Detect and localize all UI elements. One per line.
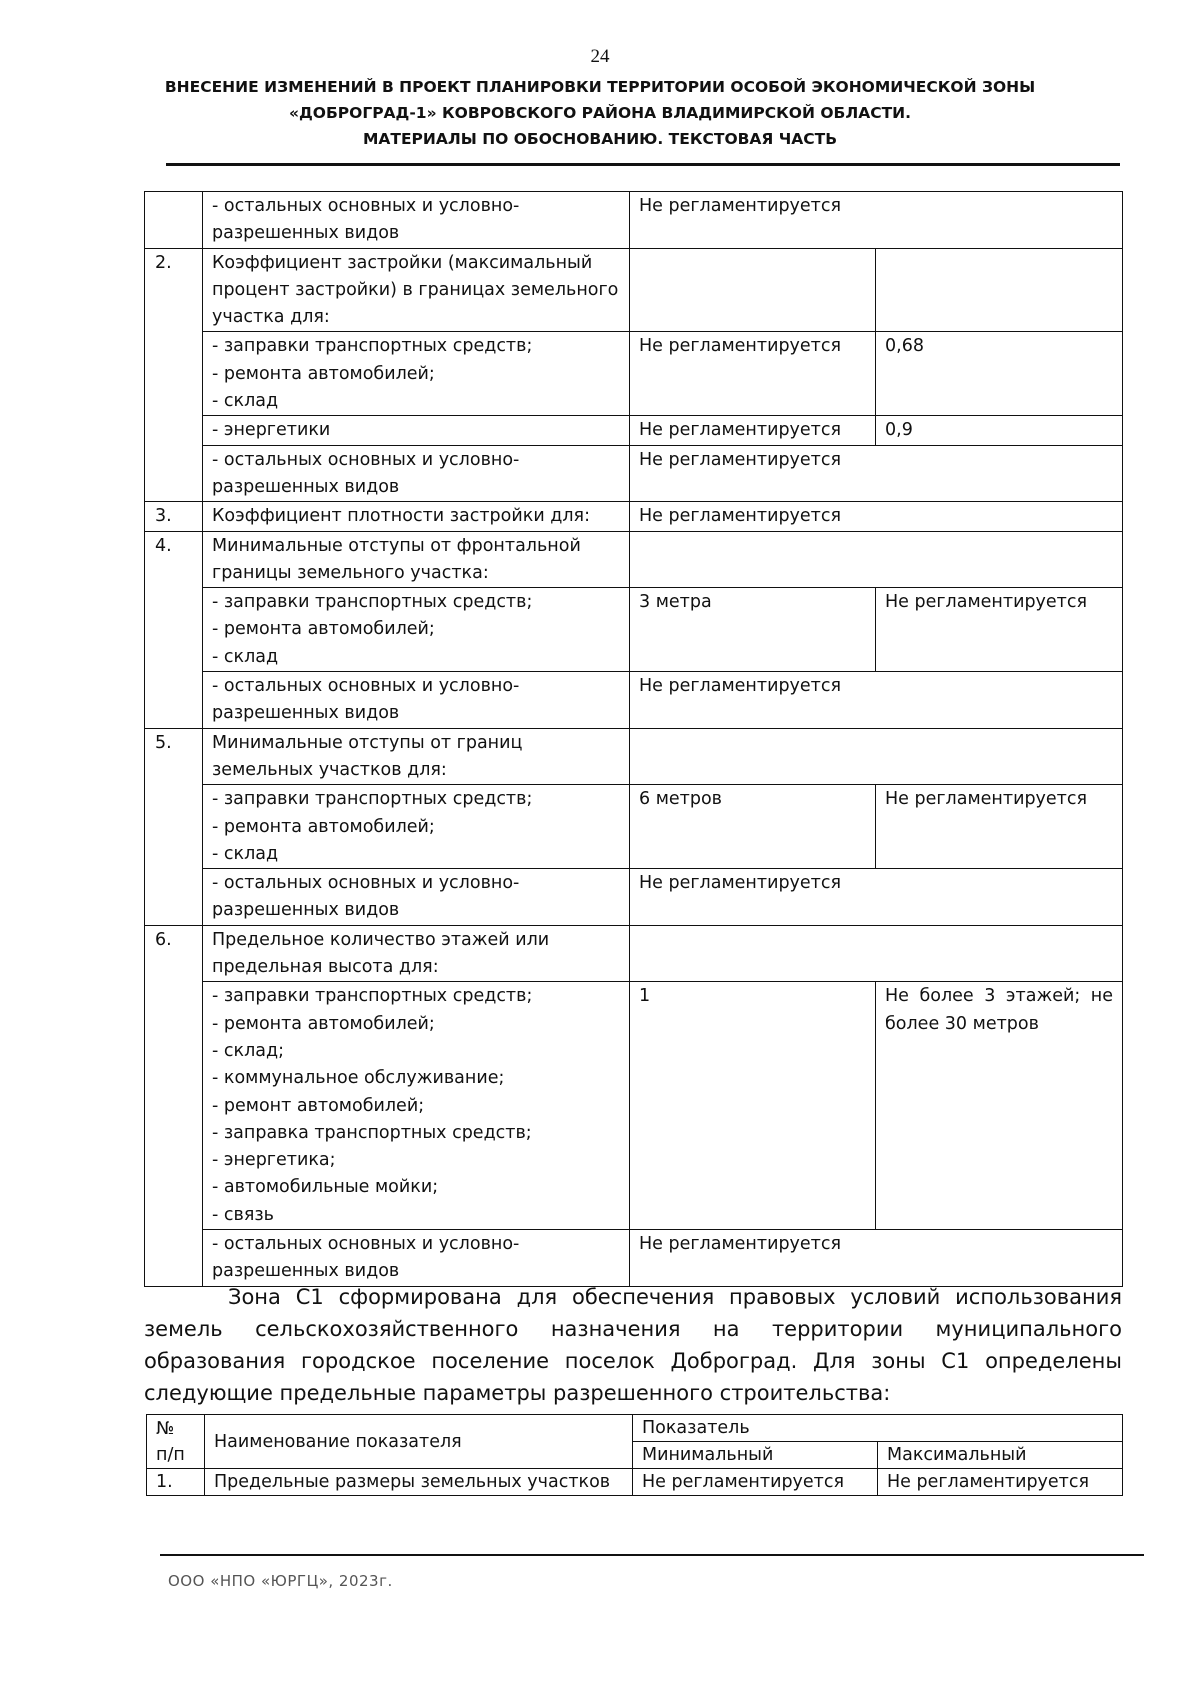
footer-text: ООО «НПО «ЮРГЦ», 2023г. (168, 1572, 393, 1590)
table-row (145, 982, 1123, 1230)
table-row (145, 445, 1123, 502)
parameter-name-line: процент застройки) в границах земельного (212, 279, 619, 300)
footer-divider (160, 1554, 1144, 1556)
value-cell: Не регламентируется (630, 502, 1123, 531)
parameters-table (144, 191, 1123, 1287)
table-row (145, 672, 1123, 729)
table-row (145, 531, 1123, 588)
parameter-name-line: - заправки транспортных средств; (212, 592, 533, 613)
parameter-name-line: - ремонта автомобилей; (212, 619, 435, 640)
header-divider (166, 163, 1120, 166)
parameter-name-line: разрешенных видов (212, 900, 400, 921)
value-cell: Не регламентируется (630, 672, 1123, 729)
min-cell: 6 метров (630, 785, 876, 869)
parameter-name-line: разрешенных видов (212, 476, 400, 497)
column-header-indicator: Показатель (633, 1415, 1123, 1442)
parameter-name-line: - энергетика; (212, 1150, 336, 1171)
value-cell: Не регламентируется (630, 869, 1123, 926)
parameter-name-line: участка для: (212, 307, 330, 328)
parameter-name-line: - ремонта автомобилей; (212, 1013, 435, 1034)
parameter-name-line: земельных участков для: (212, 759, 447, 780)
row-number-cell: 1. (147, 1469, 205, 1496)
parameter-name-cell (203, 672, 630, 729)
parameter-name-line: Коэффициент плотности застройки для: (212, 506, 590, 527)
parameter-name-cell (203, 869, 630, 926)
parameter-name-cell (203, 588, 630, 672)
header-line-2: «ДОБРОГРАД-1» КОВРОВСКОГО РАЙОНА ВЛАДИМИРСКОЙ ОБЛАСТИ. (288, 104, 912, 122)
parameter-name-cell (203, 925, 630, 982)
min-cell: Не регламентируется (630, 332, 876, 416)
parameter-name-cell (203, 332, 630, 416)
table-row (145, 416, 1123, 445)
row-number-cell: 6. (145, 925, 203, 1286)
parameter-name-line: - энергетики (212, 420, 331, 441)
parameter-name-line: - заправки транспортных средств; (212, 789, 533, 810)
parameter-name-line: разрешенных видов (212, 1261, 400, 1282)
table-row (145, 192, 1123, 249)
parameter-name-line: - склад (212, 391, 279, 412)
paragraph-text: Зона C1 сформирована для обеспечения правовых условий использования земель сельскохозяйственного назначения на территории муниципального образования городское поселение поселок Доброград. Для зоны C1 определены следующие предельные параметры разрешенного строительства: (144, 1285, 1122, 1405)
value-cell (630, 531, 1123, 588)
column-header-name: Наименование показателя (205, 1415, 633, 1469)
table-row (145, 332, 1123, 416)
parameter-name-line: - остальных основных и условно- (212, 449, 520, 470)
column-header-max: Максимальный (878, 1442, 1123, 1469)
max-cell (876, 248, 1123, 332)
row-number-cell: 3. (145, 502, 203, 531)
value-cell: Не регламентируется (630, 192, 1123, 249)
row-number-cell: 4. (145, 531, 203, 728)
max-cell: 0,68 (876, 332, 1123, 416)
parameter-name-cell: Предельные размеры земельных участков (205, 1469, 633, 1496)
parameter-name-cell (203, 531, 630, 588)
max-cell: 0,9 (876, 416, 1123, 445)
parameter-name-cell (203, 416, 630, 445)
zone-c1-table (146, 1414, 1123, 1496)
table-row (145, 1229, 1123, 1286)
parameter-name-line: разрешенных видов (212, 223, 400, 244)
column-header-min: Минимальный (633, 1442, 878, 1469)
parameter-name-line: - ремонт автомобилей; (212, 1095, 425, 1116)
header-line-3: МАТЕРИАЛЫ ПО ОБОСНОВАНИЮ. ТЕКСТОВАЯ ЧАСТЬ (362, 130, 838, 148)
table-row (147, 1469, 1123, 1496)
min-cell: 1 (630, 982, 876, 1230)
header-line-1: ВНЕСЕНИЕ ИЗМЕНЕНИЙ В ПРОЕКТ ПЛАНИРОВКИ ТЕРРИТОРИИ ОСОБОЙ ЭКОНОМИЧЕСКОЙ ЗОНЫ (164, 78, 1036, 96)
max-cell: Не регламентируется (876, 588, 1123, 672)
parameter-name-line: разрешенных видов (212, 703, 400, 724)
value-cell (630, 925, 1123, 982)
parameter-name-line: - остальных основных и условно- (212, 1233, 520, 1254)
row-number-cell (145, 192, 203, 249)
parameter-name-line: - заправки транспортных средств; (212, 336, 533, 357)
parameter-name-line: - остальных основных и условно- (212, 676, 520, 697)
min-cell (630, 248, 876, 332)
parameter-name-line: Минимальные отступы от фронтальной (212, 535, 581, 556)
parameter-name-line: предельная высота для: (212, 957, 439, 978)
row-number-cell: 5. (145, 728, 203, 925)
table-header-row (147, 1415, 1123, 1442)
parameter-name-line: - остальных основных и условно- (212, 196, 520, 216)
parameter-name-line: - ремонта автомобилей; (212, 363, 435, 384)
column-header-number: № п/п (147, 1415, 205, 1469)
zone-c1-paragraph (144, 1281, 1122, 1409)
parameter-name-cell (203, 982, 630, 1230)
value-cell: Не регламентируется (630, 1229, 1123, 1286)
table-row (145, 588, 1123, 672)
max-cell: Не регламентируется (876, 785, 1123, 869)
value-cell: Не регламентируется (630, 445, 1123, 502)
parameter-name-line: границы земельного участка: (212, 562, 489, 583)
parameter-name-line: - связь (212, 1204, 274, 1225)
min-cell: Не регламентируется (630, 416, 876, 445)
parameter-name-line: - заправка транспортных средств; (212, 1122, 532, 1143)
parameter-name-line: - заправки транспортных средств; (212, 986, 533, 1007)
page-number: 24 (590, 46, 610, 67)
table-row (145, 869, 1123, 926)
parameter-name-line: - склад (212, 843, 279, 864)
parameter-name-cell (203, 1229, 630, 1286)
row-number-cell: 2. (145, 248, 203, 502)
parameter-name-line: - склад; (212, 1040, 284, 1061)
max-cell: Не регламентируется (878, 1469, 1123, 1496)
parameter-name-line: Коэффициент застройки (максимальный (212, 252, 593, 273)
parameter-name-line: Предельное количество этажей или (212, 929, 550, 950)
min-cell: 3 метра (630, 588, 876, 672)
max-cell: Не более 3 этажей; не более 30 метров (876, 982, 1123, 1230)
parameter-name-cell (203, 248, 630, 332)
table-row (145, 925, 1123, 982)
parameter-name-line: - ремонта автомобилей; (212, 816, 435, 837)
value-cell (630, 728, 1123, 785)
table-row (145, 248, 1123, 332)
parameter-name-line: - склад (212, 646, 279, 667)
parameter-name-cell (203, 192, 630, 249)
parameter-name-cell (203, 502, 630, 531)
parameter-name-cell (203, 445, 630, 502)
table-row (145, 785, 1123, 869)
min-cell: Не регламентируется (633, 1469, 878, 1496)
document-header (120, 74, 1080, 152)
parameter-name-cell (203, 728, 630, 785)
parameter-name-line: - автомобильные мойки; (212, 1177, 439, 1198)
parameter-name-line: - остальных основных и условно- (212, 873, 520, 894)
parameter-name-cell (203, 785, 630, 869)
parameter-name-line: - коммунальное обслуживание; (212, 1068, 505, 1089)
table-row (145, 502, 1123, 531)
table-row (145, 728, 1123, 785)
parameter-name-line: Минимальные отступы от границ (212, 732, 523, 753)
